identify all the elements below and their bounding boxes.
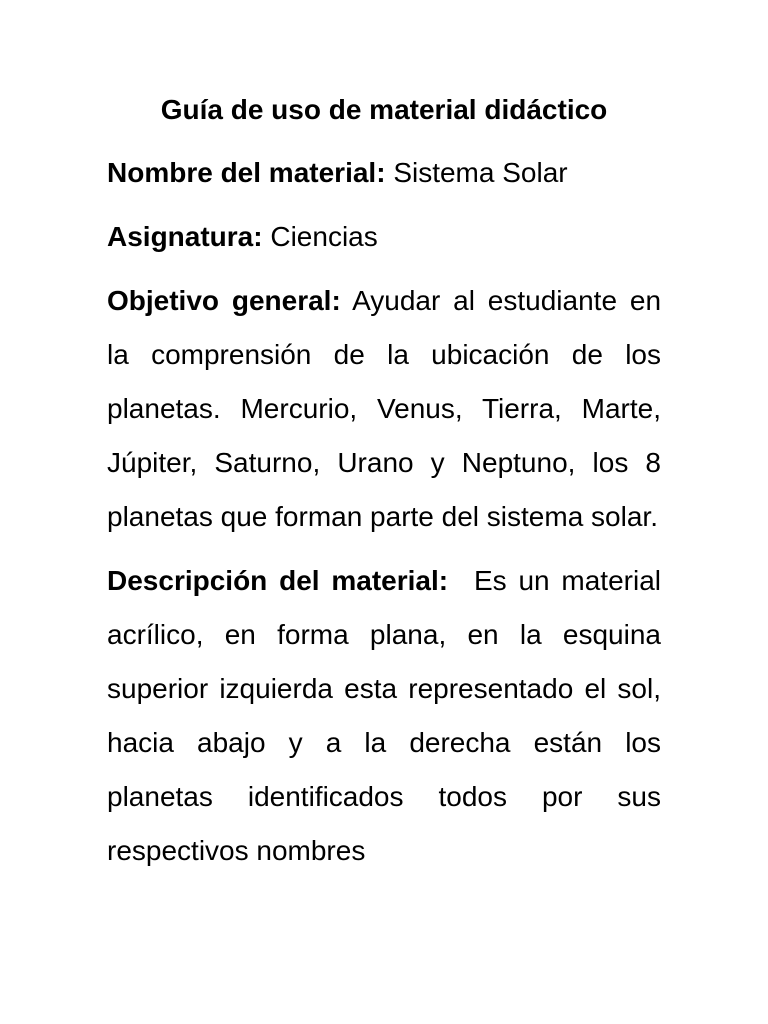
field-nombre-del-material: [107, 146, 661, 200]
document-title: Guía de uso de material didáctico: [160, 94, 608, 125]
field-descripcion-del-material: [107, 554, 661, 878]
field-label: Nombre del material:: [107, 157, 386, 188]
field-label: Descripción del material:: [107, 565, 449, 596]
field-asignatura: [107, 210, 661, 264]
field-objetivo-general: [107, 274, 661, 544]
field-value: Ciencias: [270, 221, 378, 252]
field-label: Objetivo general:: [107, 285, 341, 316]
field-label: Asignatura:: [107, 221, 263, 252]
field-value: Ayudar al estudiante en la comprensión de la ubicación de los planetas. Mercurio, Venus, Tierra, Marte, Júpiter, Saturno, Urano y Neptuno, los 8 planetas que forman parte del sistema solar.: [107, 285, 662, 532]
field-value: Sistema Solar: [393, 157, 568, 188]
field-value: Es un material acrílico, en forma plana, en la esquina superior izquierda esta representado el sol, hacia abajo y a la derecha están los planetas identificados todos por sus respectivos nombres: [107, 565, 661, 866]
